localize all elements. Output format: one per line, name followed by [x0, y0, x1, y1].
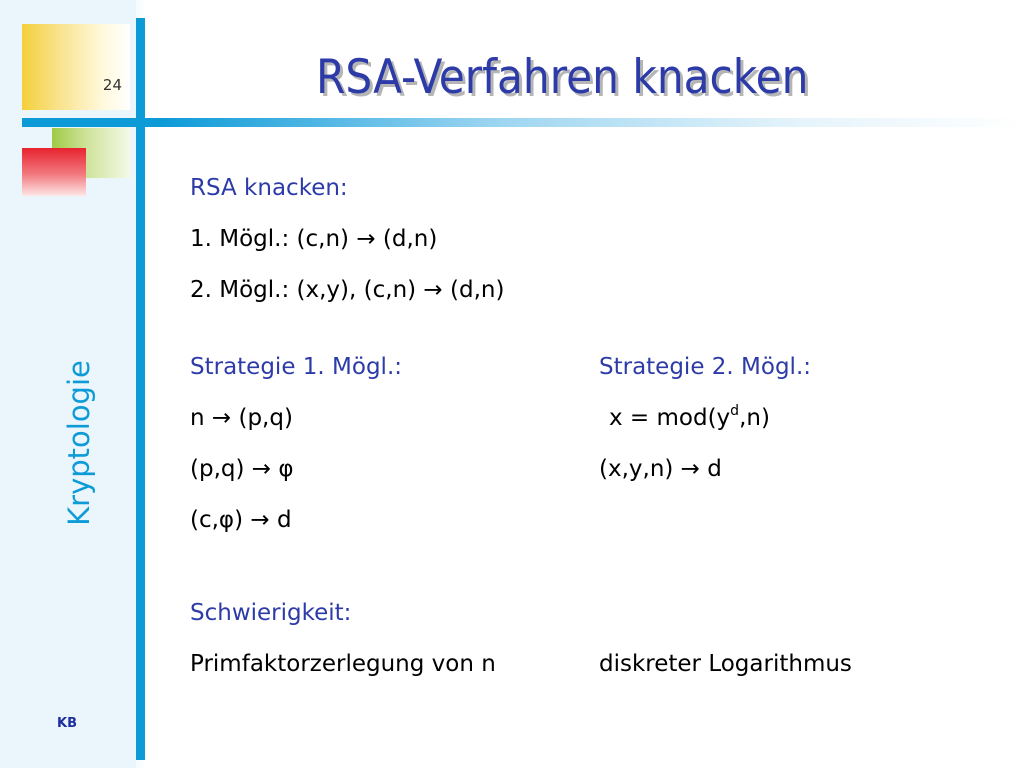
- strategy-2-heading: Strategie 2. Mögl.:: [599, 354, 812, 380]
- slide-number: 24: [102, 76, 122, 94]
- strategy-1-line-3: (c,φ) → d: [190, 507, 292, 533]
- strategy-2-line-2: (x,y,n) → d: [599, 456, 722, 482]
- side-label: Kryptologie: [62, 360, 96, 526]
- footer-initials: KB: [57, 716, 77, 731]
- slide-title: RSA-Verfahren knacken: [316, 50, 809, 105]
- difficulty-left: Primfaktorzerlegung von n: [190, 651, 496, 677]
- strategy-2-formula: [609, 404, 770, 432]
- horizontal-accent-line: [22, 118, 1024, 127]
- strategy-1-heading: Strategie 1. Mögl.:: [190, 354, 403, 380]
- formula-prefix: x = mod(y: [609, 405, 731, 431]
- difficulty-heading: Schwierigkeit:: [190, 600, 352, 626]
- formula-exponent: d: [730, 403, 740, 420]
- formula-suffix: ,n): [739, 405, 770, 431]
- heading-rsa-knacken: RSA knacken:: [190, 175, 348, 201]
- strategy-1-line-2: (p,q) → φ: [190, 456, 294, 482]
- decor-red-square: [22, 148, 86, 196]
- vertical-accent-line: [136, 18, 145, 760]
- decor-yellow-square: [22, 24, 130, 110]
- strategy-1-line-1: n → (p,q): [190, 405, 293, 431]
- difficulty-right: diskreter Logarithmus: [599, 651, 852, 677]
- option-2: 2. Mögl.: (x,y), (c,n) → (d,n): [190, 277, 505, 303]
- option-1: 1. Mögl.: (c,n) → (d,n): [190, 226, 438, 252]
